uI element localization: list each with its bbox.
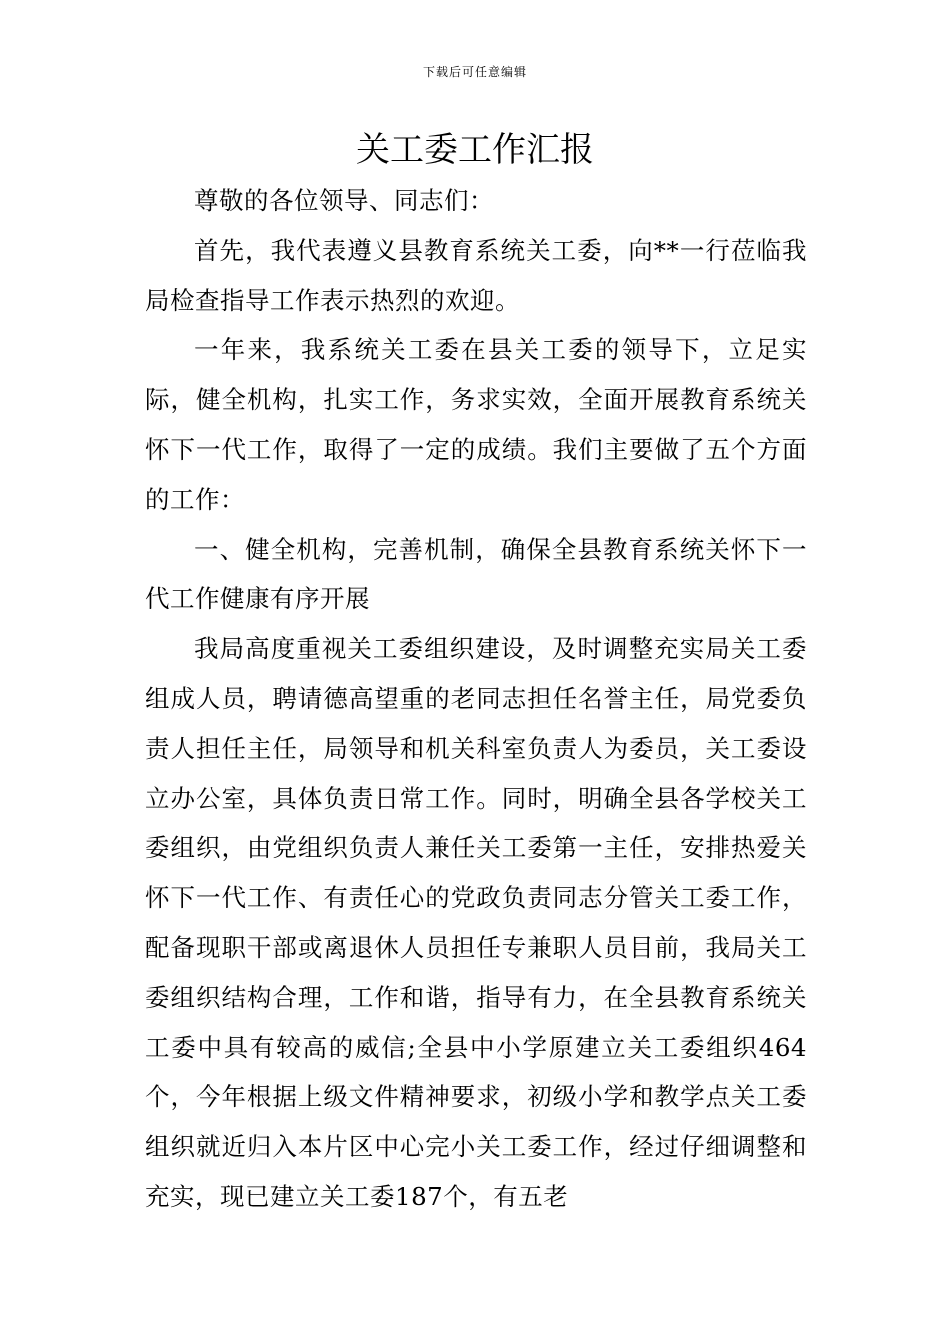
document-body [145,176,807,1222]
page-header-note: 下载后可任意编辑 [422,65,527,79]
section-1-paragraph: 我局高度重视关工委组织建设，及时调整充实局关工委组成人员，聘请德高望重的老同志担任名誉主任，局党委负责人担任主任，局领导和机关科室负责人为委员，关工委设立办公室，具体负责日常工作。同时，明确全县各学校关工委组织，由党组织负责人兼任关工委第一主任，安排热爱关怀下一代工作、有责任心的党政负责同志分管关工委工作，配备现职干部或离退休人员担任专兼职人员目前，我局关工委组织结构合理，工作和谐，指导有力，在全县教育系统关工委中具有较高的威信;全县中小学原建立关工委组织464个，今年根据上级文件精神要求，初级小学和教学点关工委组织就近归入本片区中心完小关工委工作，经过仔细调整和充实，现已建立关工委187个，有五老 [145,634,807,1211]
document-title: 关工委工作汇报 [356,130,594,170]
overview-paragraph: 一年来，我系统关工委在县关工委的领导下，立足实际，健全机构，扎实工作，务求实效，全面开展教育系统关怀下一代工作，取得了一定的成绩。我们主要做了五个方面的工作： [145,335,807,514]
section-heading-1: 一、健全机构，完善机制，确保全县教育系统关怀下一代工作健康有序开展 [145,534,807,614]
welcome-paragraph: 首先，我代表遵义县教育系统关工委，向**一行莅临我局检查指导工作表示热烈的欢迎。 [145,235,807,315]
salutation-paragraph: 尊敬的各位领导、同志们： [194,186,494,215]
